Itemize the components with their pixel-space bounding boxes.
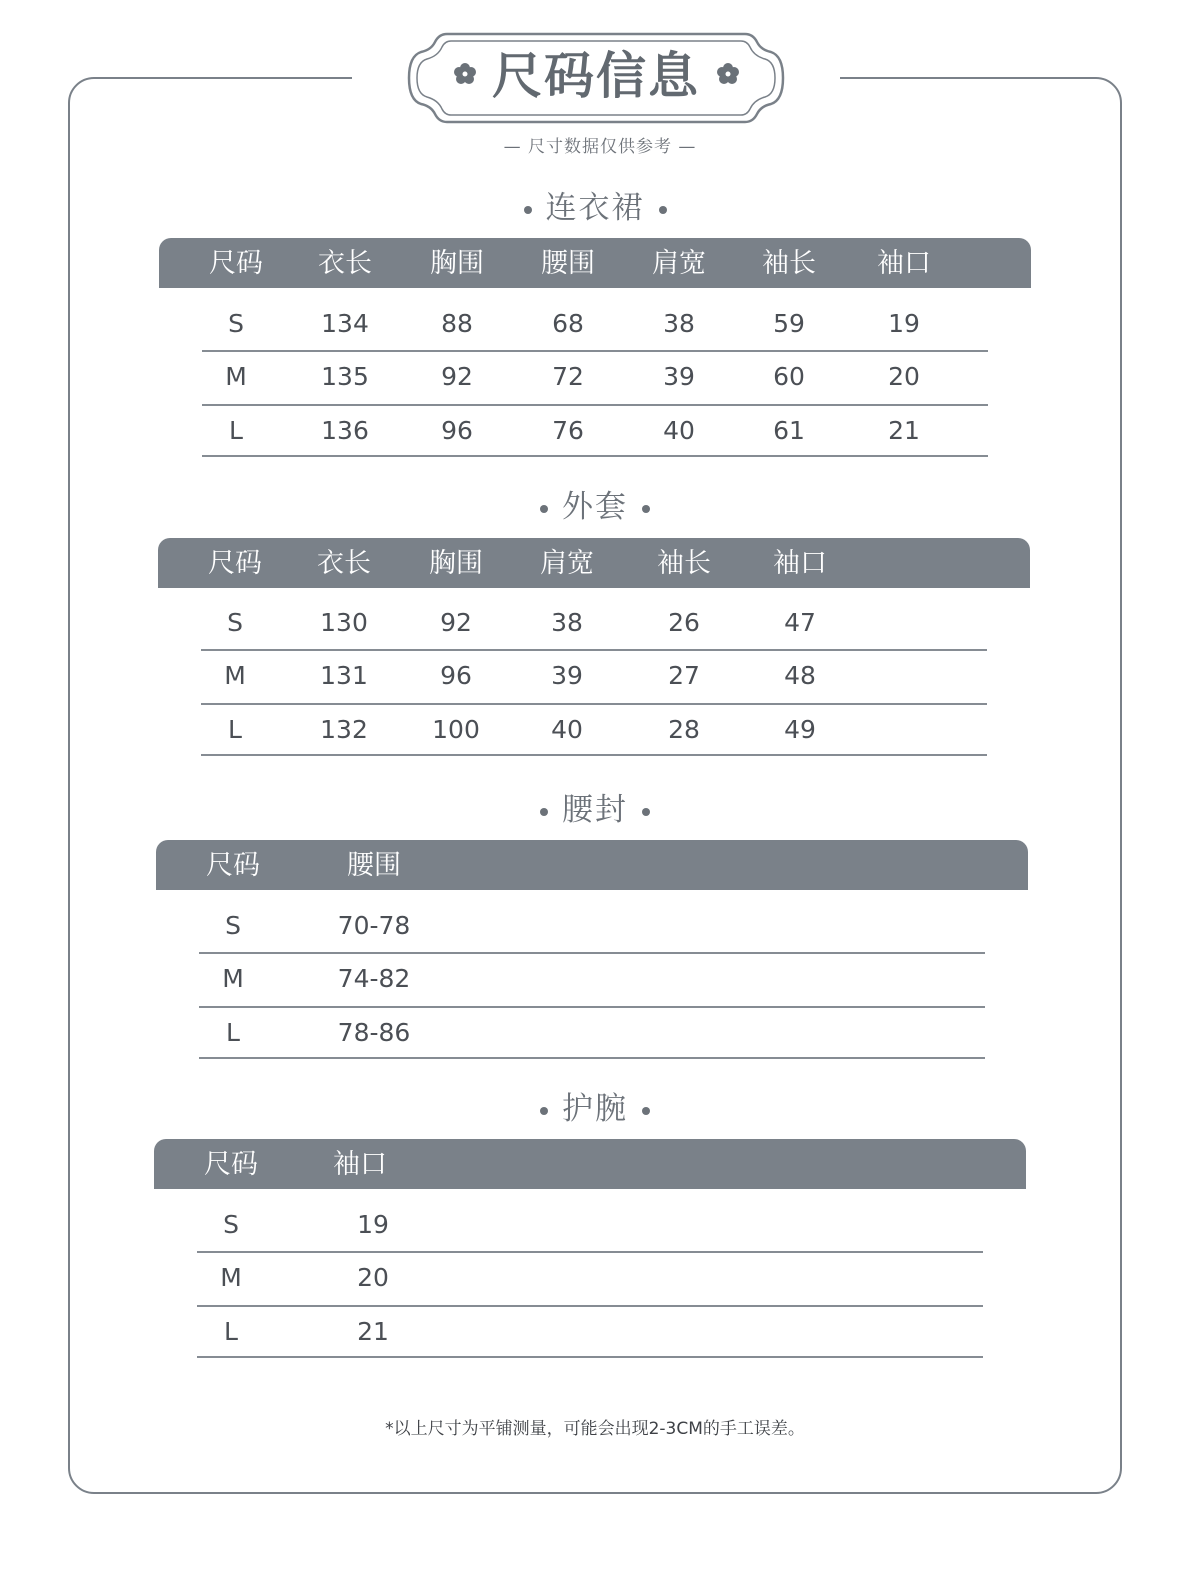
bullet-dot-icon <box>642 1107 650 1115</box>
measurement-cell: 21 <box>357 1317 389 1346</box>
coat-table-header <box>158 538 1030 588</box>
measurement-cell: 59 <box>773 309 805 338</box>
waist-belt-section-title <box>0 784 1190 829</box>
measurement-cell: 20 <box>888 362 920 391</box>
bullet-dot-icon <box>642 808 650 816</box>
measurement-cell: 72 <box>552 362 584 391</box>
measurement-cell: 76 <box>552 416 584 445</box>
measurement-cell: 92 <box>440 608 472 637</box>
bullet-dot-icon <box>540 808 548 816</box>
bullet-dot-icon <box>524 206 532 214</box>
measurement-cell: 68 <box>552 309 584 338</box>
wrist-guard-table-header <box>154 1139 1026 1189</box>
measurement-cell: 38 <box>551 608 583 637</box>
measurement-cell: 39 <box>551 661 583 690</box>
measurement-cell: 61 <box>773 416 805 445</box>
measurement-cell: 21 <box>888 416 920 445</box>
measurement-cell: 40 <box>663 416 695 445</box>
column-header: 尺码 <box>208 548 262 579</box>
measurement-cell: 40 <box>551 715 583 744</box>
bullet-dot-icon <box>540 1107 548 1115</box>
column-header: 肩宽 <box>540 548 594 579</box>
measurement-cell: 26 <box>668 608 700 637</box>
size-cell: M <box>222 964 244 993</box>
bullet-dot-icon <box>659 206 667 214</box>
size-cell: S <box>225 911 241 940</box>
measurement-cell: 130 <box>320 608 368 637</box>
measurement-cell: 96 <box>440 661 472 690</box>
table-row <box>197 1200 983 1253</box>
column-header: 腰围 <box>347 850 401 881</box>
measurement-cell: 78-86 <box>337 1018 411 1047</box>
measurement-cell: 49 <box>784 715 816 744</box>
table-row <box>202 299 988 352</box>
measurement-cell: 19 <box>357 1210 389 1239</box>
dress-section-title <box>0 182 1190 227</box>
coat-section-title <box>0 481 1190 526</box>
measurement-cell: 74-82 <box>337 964 411 993</box>
column-header: 袖长 <box>657 548 711 579</box>
measurement-cell: 38 <box>663 309 695 338</box>
size-cell: S <box>223 1210 239 1239</box>
column-header: 袖长 <box>762 248 816 279</box>
column-header: 胸围 <box>429 548 483 579</box>
column-header: 袖口 <box>333 1149 387 1180</box>
waist-belt-table-header <box>156 840 1028 890</box>
dress-title-text: 连衣裙 <box>545 190 645 226</box>
column-header: 尺码 <box>204 1149 258 1180</box>
measurement-cell: 60 <box>773 362 805 391</box>
measurement-cell: 134 <box>321 309 369 338</box>
size-cell: L <box>228 715 242 744</box>
table-row <box>202 352 988 406</box>
size-cell: S <box>228 309 244 338</box>
bullet-dot-icon <box>642 505 650 513</box>
column-header: 袖口 <box>773 548 827 579</box>
measurement-cell: 19 <box>888 309 920 338</box>
size-cell: M <box>220 1263 242 1292</box>
size-cell: L <box>229 416 243 445</box>
measurement-cell: 132 <box>320 715 368 744</box>
page-subtitle: — 尺寸数据仅供参考 — <box>503 137 697 157</box>
measurement-cell: 131 <box>320 661 368 690</box>
column-header: 衣长 <box>317 548 371 579</box>
measurement-cell: 39 <box>663 362 695 391</box>
column-header: 胸围 <box>430 248 484 279</box>
column-header: 袖口 <box>877 248 931 279</box>
waist-belt-title-text: 腰封 <box>562 792 628 828</box>
table-row <box>199 901 985 954</box>
measurement-cell: 96 <box>441 416 473 445</box>
measurement-cell: 92 <box>441 362 473 391</box>
table-row <box>202 406 988 457</box>
size-cell: M <box>225 362 247 391</box>
table-row <box>197 1253 983 1307</box>
measurement-cell: 47 <box>784 608 816 637</box>
size-cell: S <box>227 608 243 637</box>
measurement-cell: 28 <box>668 715 700 744</box>
dress-table-header <box>159 238 1031 288</box>
table-row <box>201 598 987 651</box>
measurement-cell: 70-78 <box>337 911 411 940</box>
page-title: 尺码信息 <box>492 46 700 105</box>
measurement-cell: 100 <box>432 715 480 744</box>
table-row <box>199 1008 985 1059</box>
size-cell: L <box>224 1317 238 1346</box>
wrist-guard-title-text: 护腕 <box>562 1091 628 1127</box>
column-header: 腰围 <box>541 248 595 279</box>
measurement-cell: 135 <box>321 362 369 391</box>
coat-title-text: 外套 <box>562 489 628 525</box>
measurement-cell: 88 <box>441 309 473 338</box>
table-row <box>201 651 987 705</box>
column-header: 尺码 <box>209 248 263 279</box>
column-header: 衣长 <box>318 248 372 279</box>
table-row <box>201 705 987 756</box>
measurement-cell: 20 <box>357 1263 389 1292</box>
table-row <box>197 1307 983 1358</box>
footnote: *以上尺寸为平铺测量，可能会出现2-3CM的手工误差。 <box>385 1419 805 1439</box>
size-cell: L <box>226 1018 240 1047</box>
measurement-cell: 48 <box>784 661 816 690</box>
column-header: 尺码 <box>206 850 260 881</box>
measurement-cell: 136 <box>321 416 369 445</box>
column-header: 肩宽 <box>652 248 706 279</box>
bullet-dot-icon <box>540 505 548 513</box>
size-cell: M <box>224 661 246 690</box>
wrist-guard-section-title <box>0 1083 1190 1128</box>
measurement-cell: 27 <box>668 661 700 690</box>
table-row <box>199 954 985 1008</box>
